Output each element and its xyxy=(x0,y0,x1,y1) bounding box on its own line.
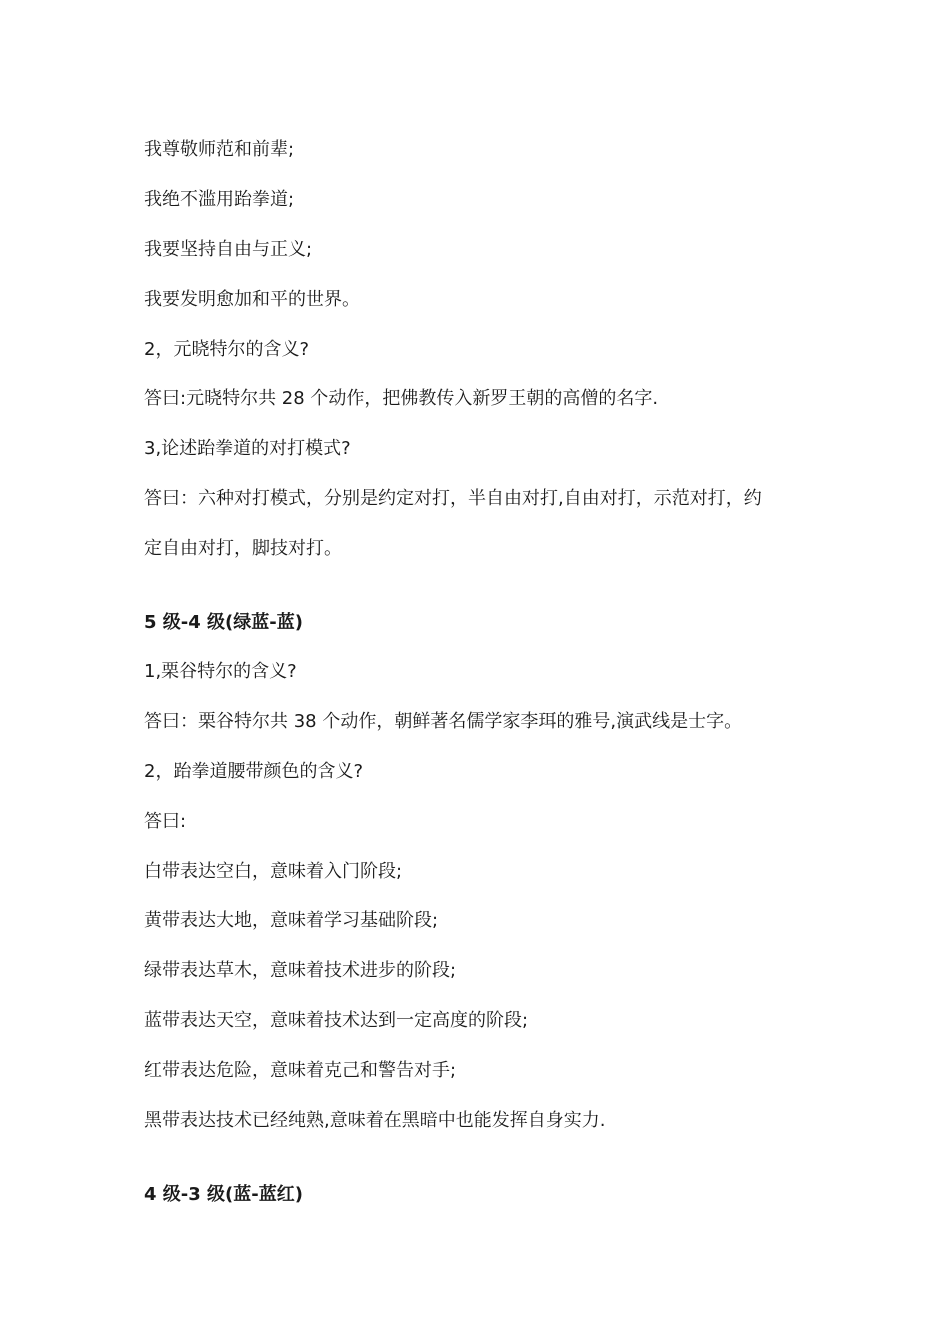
answer-line: 答曰:元晓特尔共 28 个动作，把佛教传入新罗王朝的高僧的名字. xyxy=(144,388,659,409)
belt-item: 蓝带表达天空，意味着技术达到一定高度的阶段; xyxy=(144,1010,529,1031)
belt-item: 绿带表达草木，意味着技术进步的阶段; xyxy=(144,960,457,981)
answer-line-continued: 定自由对打，脚技对打。 xyxy=(144,538,342,559)
answer-line: 答曰：六种对打模式，分别是约定对打，半自由对打,自由对打，示范对打，约 xyxy=(144,488,762,509)
question-line: 2，跆拳道腰带颜色的含义? xyxy=(144,761,364,782)
belt-item: 黄带表达大地，意味着学习基础阶段; xyxy=(144,910,439,931)
answer-line: 答曰：栗谷特尔共 38 个动作，朝鲜著名儒学家李珥的雅号,演武线是士字。 xyxy=(144,711,743,732)
text-line: 我要发明愈加和平的世界。 xyxy=(144,289,360,310)
text-line: 我尊敬师范和前辈; xyxy=(144,139,295,160)
belt-item: 黑带表达技术已经纯熟,意味着在黑暗中也能发挥自身实力. xyxy=(144,1110,606,1131)
belt-item: 红带表达危险，意味着克己和警告对手; xyxy=(144,1060,457,1081)
question-line: 2，元晓特尔的含义? xyxy=(144,339,310,360)
question-line: 3,论述跆拳道的对打模式? xyxy=(144,438,351,459)
belt-item: 白带表达空白，意味着入门阶段; xyxy=(144,861,403,882)
text-line: 我绝不滥用跆拳道; xyxy=(144,189,295,210)
section-heading: 5 级-4 级(绿蓝-蓝) xyxy=(144,612,303,633)
answer-line: 答曰: xyxy=(144,811,187,832)
section-heading: 4 级-3 级(蓝-蓝红) xyxy=(144,1184,303,1205)
question-line: 1,栗谷特尔的含义? xyxy=(144,661,297,682)
text-line: 我要坚持自由与正义; xyxy=(144,239,313,260)
